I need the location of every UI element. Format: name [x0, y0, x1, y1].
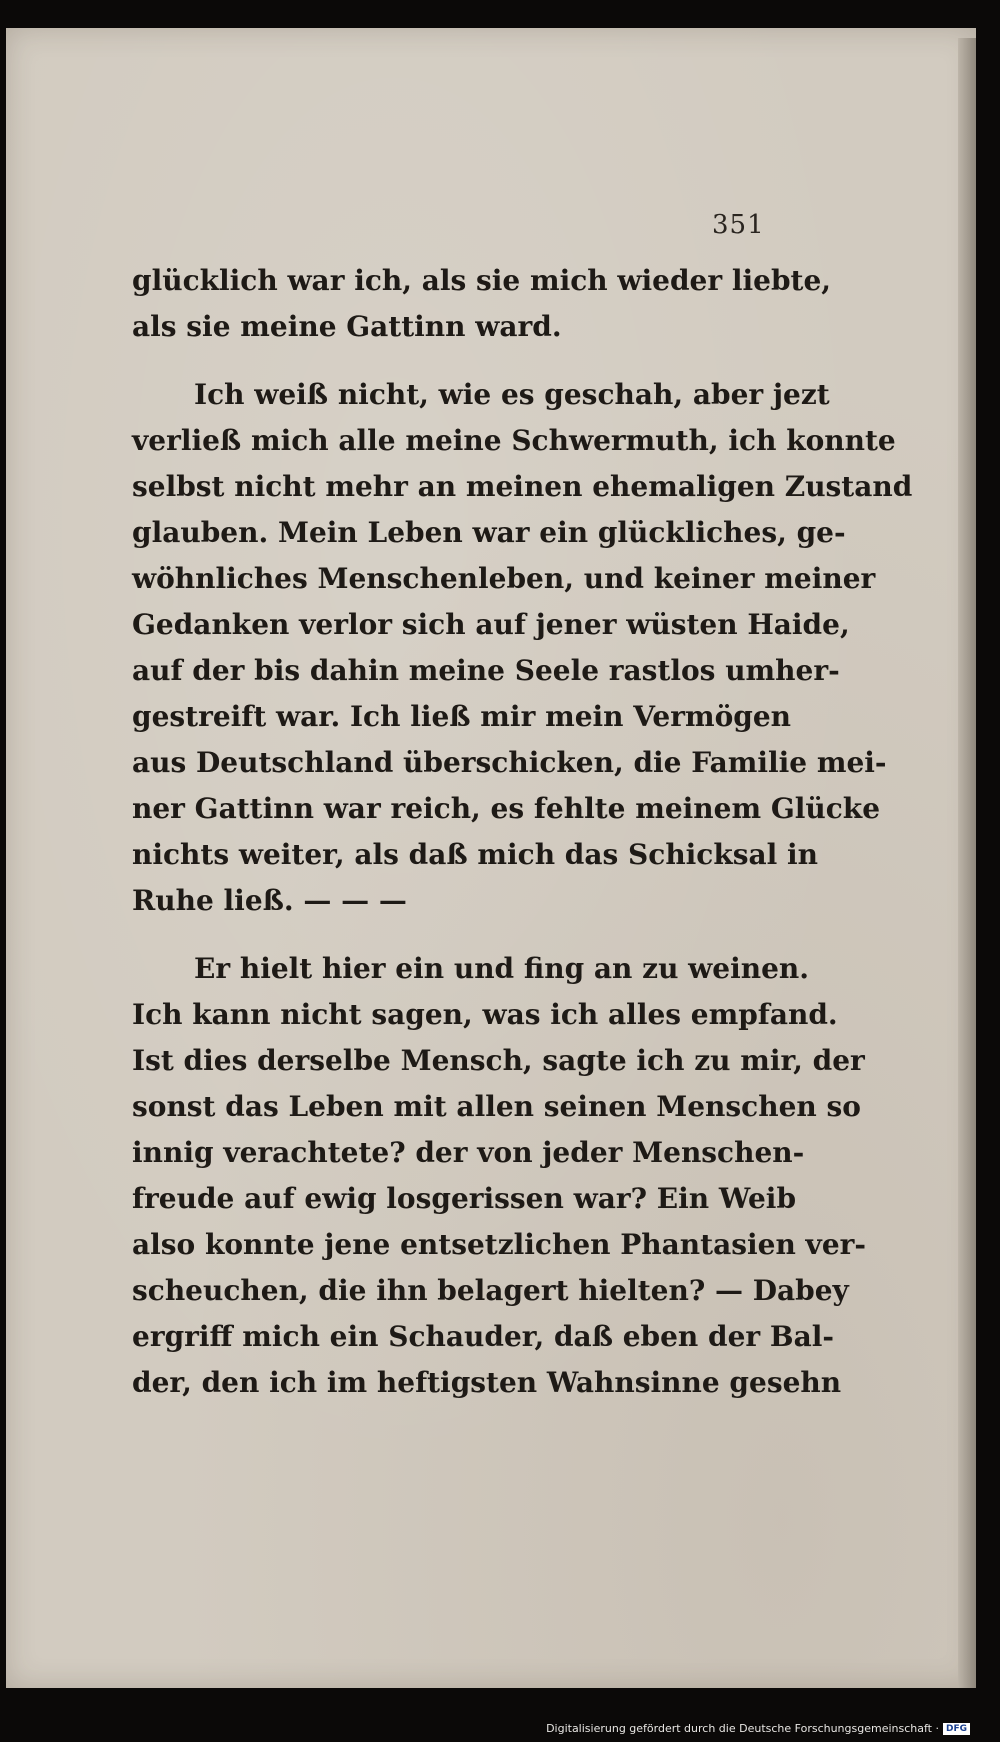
text-line: Ist dies derselbe Mensch, sagte ich zu mir, der: [132, 1044, 865, 1077]
text-line: selbst nicht mehr an meinen ehemaligen Zustand: [132, 470, 913, 503]
text-line: der, den ich im heftigsten Wahnsinne gesehn: [132, 1366, 842, 1399]
dfg-logo: DFG: [943, 1723, 970, 1735]
paragraph-gap: [132, 350, 762, 372]
paragraph: [132, 946, 867, 1406]
text-line: wöhnliches Menschenleben, und keiner meiner: [132, 562, 876, 595]
text-line: glücklich war ich, als sie mich wieder liebte,: [132, 264, 832, 297]
credit-text: Digitalisierung gefördert durch die Deutsche Forschungsgemeinschaft ·: [546, 1722, 939, 1735]
text-line: als sie meine Gattinn ward.: [132, 310, 562, 343]
paragraph: [132, 372, 913, 924]
text-line: verließ mich alle meine Schwermuth, ich konnte: [132, 424, 896, 457]
text-line: aus Deutschland überschicken, die Familie mei-: [132, 746, 887, 779]
text-line: also konnte jene entsetzlichen Phantasien ver-: [132, 1228, 867, 1261]
page-text: [132, 258, 913, 1406]
paragraph: [132, 258, 832, 350]
text-line: innig verachtete? der von jeder Menschen-: [132, 1136, 805, 1169]
digitization-credit: [546, 1722, 970, 1735]
text-line: scheuchen, die ihn belagert hielten? — Dabey: [132, 1274, 849, 1307]
text-line: ner Gattinn war reich, es fehlte meinem Glücke: [132, 792, 881, 825]
text-line: nichts weiter, als daß mich das Schicksal in: [132, 838, 819, 871]
text-line: sonst das Leben mit allen seinen Menschen so: [132, 1090, 861, 1123]
text-line: Gedanken verlor sich auf jener wüsten Haide,: [132, 608, 850, 641]
text-line: ergriff mich ein Schauder, daß eben der Bal-: [132, 1320, 834, 1353]
text-line: freude auf ewig losgerissen war? Ein Weib: [132, 1182, 797, 1215]
text-line: glauben. Mein Leben war ein glückliches, ge-: [132, 516, 846, 549]
text-line: auf der bis dahin meine Seele rastlos umher-: [132, 654, 840, 687]
page-number: 351: [712, 210, 765, 240]
paragraph-gap: [132, 924, 762, 946]
text-line: Ich weiß nicht, wie es geschah, aber jezt: [194, 378, 830, 411]
page-edge-shadow: [958, 38, 976, 1688]
text-line: gestreift war. Ich ließ mir mein Vermögen: [132, 700, 792, 733]
text-line: Ruhe ließ. — — —: [132, 884, 407, 917]
text-line: Er hielt hier ein und fing an zu weinen.: [194, 952, 810, 985]
text-line: Ich kann nicht sagen, was ich alles empfand.: [132, 998, 838, 1031]
